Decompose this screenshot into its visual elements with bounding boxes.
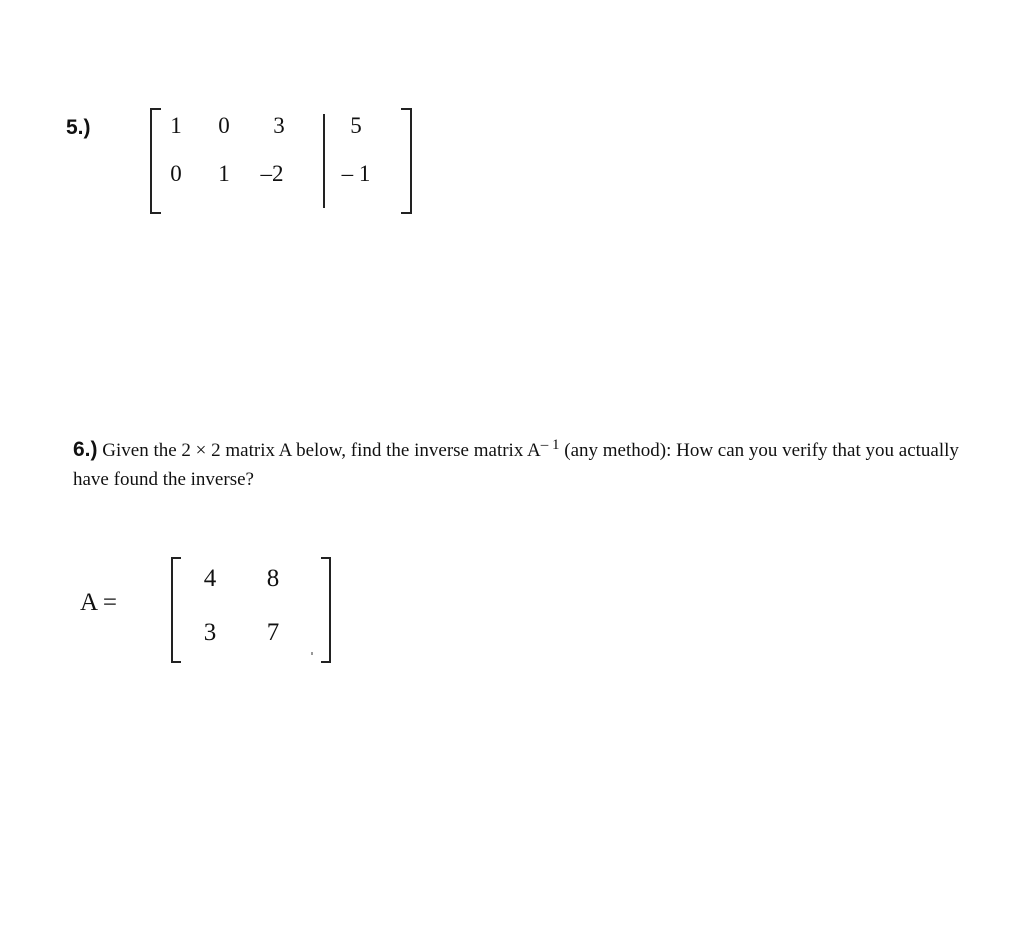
matrix-left-bracket <box>171 557 181 663</box>
matrix-cell: 5 <box>350 113 362 138</box>
matrix-cell: 0 <box>170 161 182 186</box>
problem-5-label: 5.) <box>66 116 91 139</box>
augmented-divider <box>323 114 325 208</box>
matrix-cell: 7 <box>266 619 280 646</box>
matrix-cell: 3 <box>203 619 217 646</box>
matrix-right-bracket <box>401 108 412 214</box>
problem-6-text-before: Given the 2 × 2 matrix A below, find the inverse matrix A <box>97 440 541 461</box>
inverse-superscript: – 1 <box>540 437 560 453</box>
matrix-cell: –2 <box>260 161 284 186</box>
matrix-cell: 0 <box>218 113 230 138</box>
matrix-cell: 3 <box>273 113 285 138</box>
matrix-cell: 1 <box>170 113 182 138</box>
problem-6-text-after: (any method): How can you verify that you actually have found the inverse? <box>73 440 959 490</box>
matrix-cell: 1 <box>218 161 230 186</box>
problem-6-statement <box>73 431 983 494</box>
problem-6-number: 6.) <box>73 438 98 461</box>
matrix-right-bracket <box>321 557 331 663</box>
matrix-cell: 8 <box>266 565 280 592</box>
matrix-cell: 4 <box>203 565 217 592</box>
stray-mark <box>311 652 313 655</box>
matrix-cell: – 1 <box>341 161 371 186</box>
matrix-a-label: A = <box>80 589 118 616</box>
